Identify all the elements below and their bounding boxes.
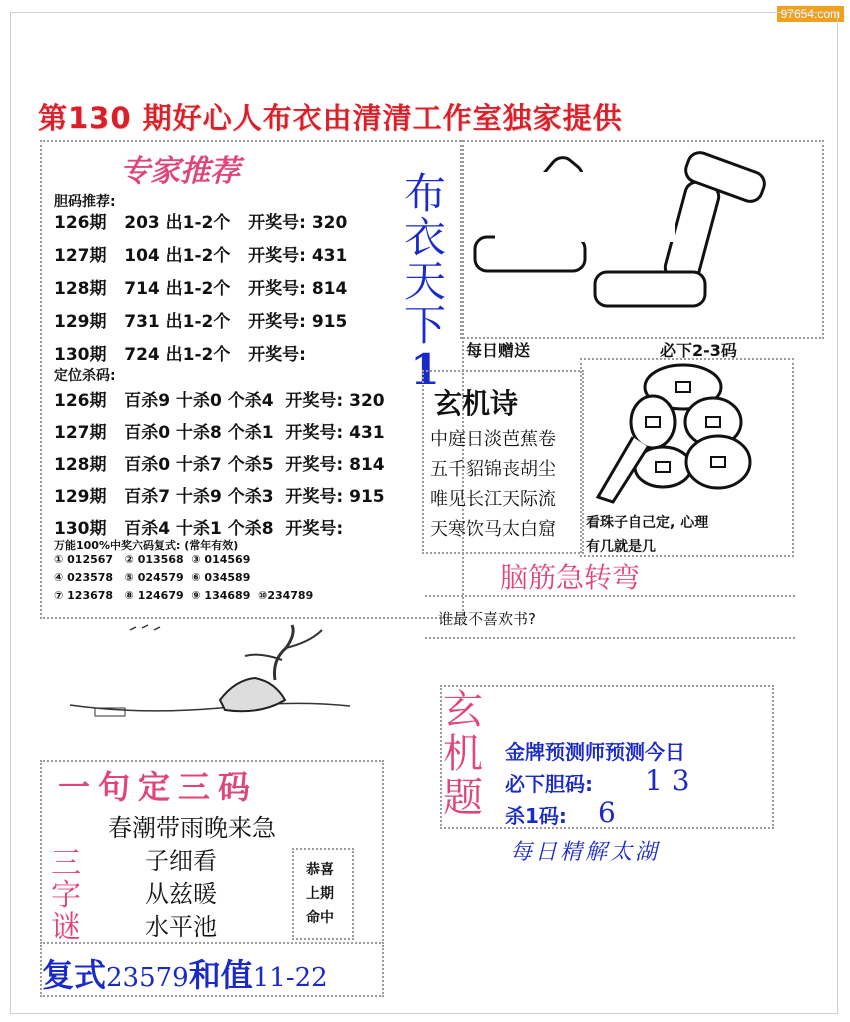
buyi-char: 布	[403, 169, 446, 218]
three-char-vertical	[46, 848, 86, 944]
sentence-phrase: 春潮带雨晚来急	[108, 814, 276, 842]
riddle-kill-value: 6	[598, 796, 616, 829]
three-char: 字	[51, 878, 81, 913]
riddle-footer: 每日精解太湖	[510, 840, 661, 865]
three-char-line: 从兹暖	[145, 880, 217, 908]
brain-title: 脑筋急转弯	[500, 561, 641, 594]
sentence-title: 一句定三码	[58, 768, 259, 806]
three-char-lines	[145, 845, 217, 944]
poem-line: 唯见长江天际流	[430, 489, 556, 510]
dan-row: 127期 104 出1-2个 开奖号: 431	[54, 246, 348, 266]
buyi-char: 1	[410, 345, 440, 394]
three-char-line: 水平池	[145, 913, 217, 941]
hezhi-value: 11-22	[252, 963, 328, 993]
buyi-char: 天	[403, 257, 446, 306]
watermark: 97654.com	[777, 6, 844, 22]
riddle-dan-label: 必下胆码:	[505, 772, 593, 796]
beads-line2: 有几就是几	[586, 539, 656, 555]
three-char: 谜	[51, 910, 81, 945]
fushi-value: 23579	[106, 963, 189, 993]
footer-line	[42, 950, 328, 996]
dan-row: 128期 714 出1-2个 开奖号: 814	[54, 279, 348, 299]
congrats-line: 上期	[306, 886, 334, 902]
riddle-vertical	[440, 688, 486, 820]
beads-icon	[588, 362, 783, 507]
riddle-line1: 金牌预测师预测今日	[505, 740, 685, 764]
daily-must: 必下2-3码	[660, 341, 737, 360]
kill-list	[54, 386, 385, 538]
congrats-line: 恭喜	[306, 862, 334, 878]
hezhi-label: 和值	[188, 956, 253, 994]
kill-row: 129期 百杀7 十杀9 个杀3 开奖号: 915	[54, 487, 385, 507]
dan-row: 126期 203 出1-2个 开奖号: 320	[54, 213, 348, 233]
page-title: 第130 期好心人布衣由清清工作室独家提供	[38, 101, 623, 135]
beads-line1: 看珠子自己定, 心理	[586, 515, 709, 531]
combo-row: ① 012567 ② 013568 ③ 014569	[54, 553, 251, 566]
congrats-line: 命中	[306, 910, 334, 926]
riddle-kill-label: 杀1码:	[505, 804, 567, 828]
buyi-vertical	[402, 169, 448, 394]
kill-row: 127期 百杀0 十杀8 个杀1 开奖号: 431	[54, 423, 385, 443]
poem-lines	[430, 425, 556, 545]
white-patch	[495, 172, 675, 242]
riddle-char: 机	[443, 731, 483, 777]
buyi-char: 衣	[403, 213, 446, 262]
combo-row: ⑦ 123678 ⑧ 124679 ⑨ 134689 ⑩234789	[54, 589, 314, 602]
riddle-char: 玄	[443, 687, 483, 733]
fushi-label: 复式	[42, 956, 107, 994]
kill-row: 128期 百杀0 十杀7 个杀5 开奖号: 814	[54, 455, 385, 475]
combo-row: ④ 023578 ⑤ 024579 ⑥ 034589	[54, 571, 251, 584]
combo-list	[54, 553, 313, 607]
combo-label: 万能100%中奖六码复式: (常年有效)	[54, 539, 239, 552]
poem-line: 五千貂锦丧胡尘	[430, 459, 556, 480]
poem-line: 中庭日淡芭蕉卷	[430, 429, 556, 450]
three-char: 三	[51, 846, 81, 881]
dan-row: 129期 731 出1-2个 开奖号: 915	[54, 312, 348, 332]
dan-label: 胆码推荐:	[54, 194, 116, 210]
expert-heading: 专家推荐	[120, 154, 240, 189]
kill-row: 126期 百杀9 十杀0 个杀4 开奖号: 320	[54, 391, 385, 411]
poem-title: 玄机诗	[434, 387, 519, 420]
bars-icon	[465, 142, 805, 332]
dan-row: 130期 724 出1-2个 开奖号:	[54, 345, 306, 365]
kill-label: 定位杀码:	[54, 368, 116, 384]
poem-line: 天寒饮马太白窟	[430, 519, 556, 540]
landscape-sketch	[60, 620, 360, 740]
riddle-dan-value: 1 3	[645, 764, 690, 797]
dan-list	[54, 208, 347, 368]
congrats-lines	[306, 858, 334, 930]
riddle-char: 题	[443, 775, 483, 821]
three-char-line: 子细看	[145, 847, 217, 875]
kill-row: 130期 百杀4 十杀1 个杀8 开奖号:	[54, 519, 344, 539]
brain-question: 谁最不喜欢书?	[438, 610, 536, 628]
buyi-char: 下	[403, 301, 446, 350]
daily-gift: 每日赠送	[466, 341, 531, 360]
